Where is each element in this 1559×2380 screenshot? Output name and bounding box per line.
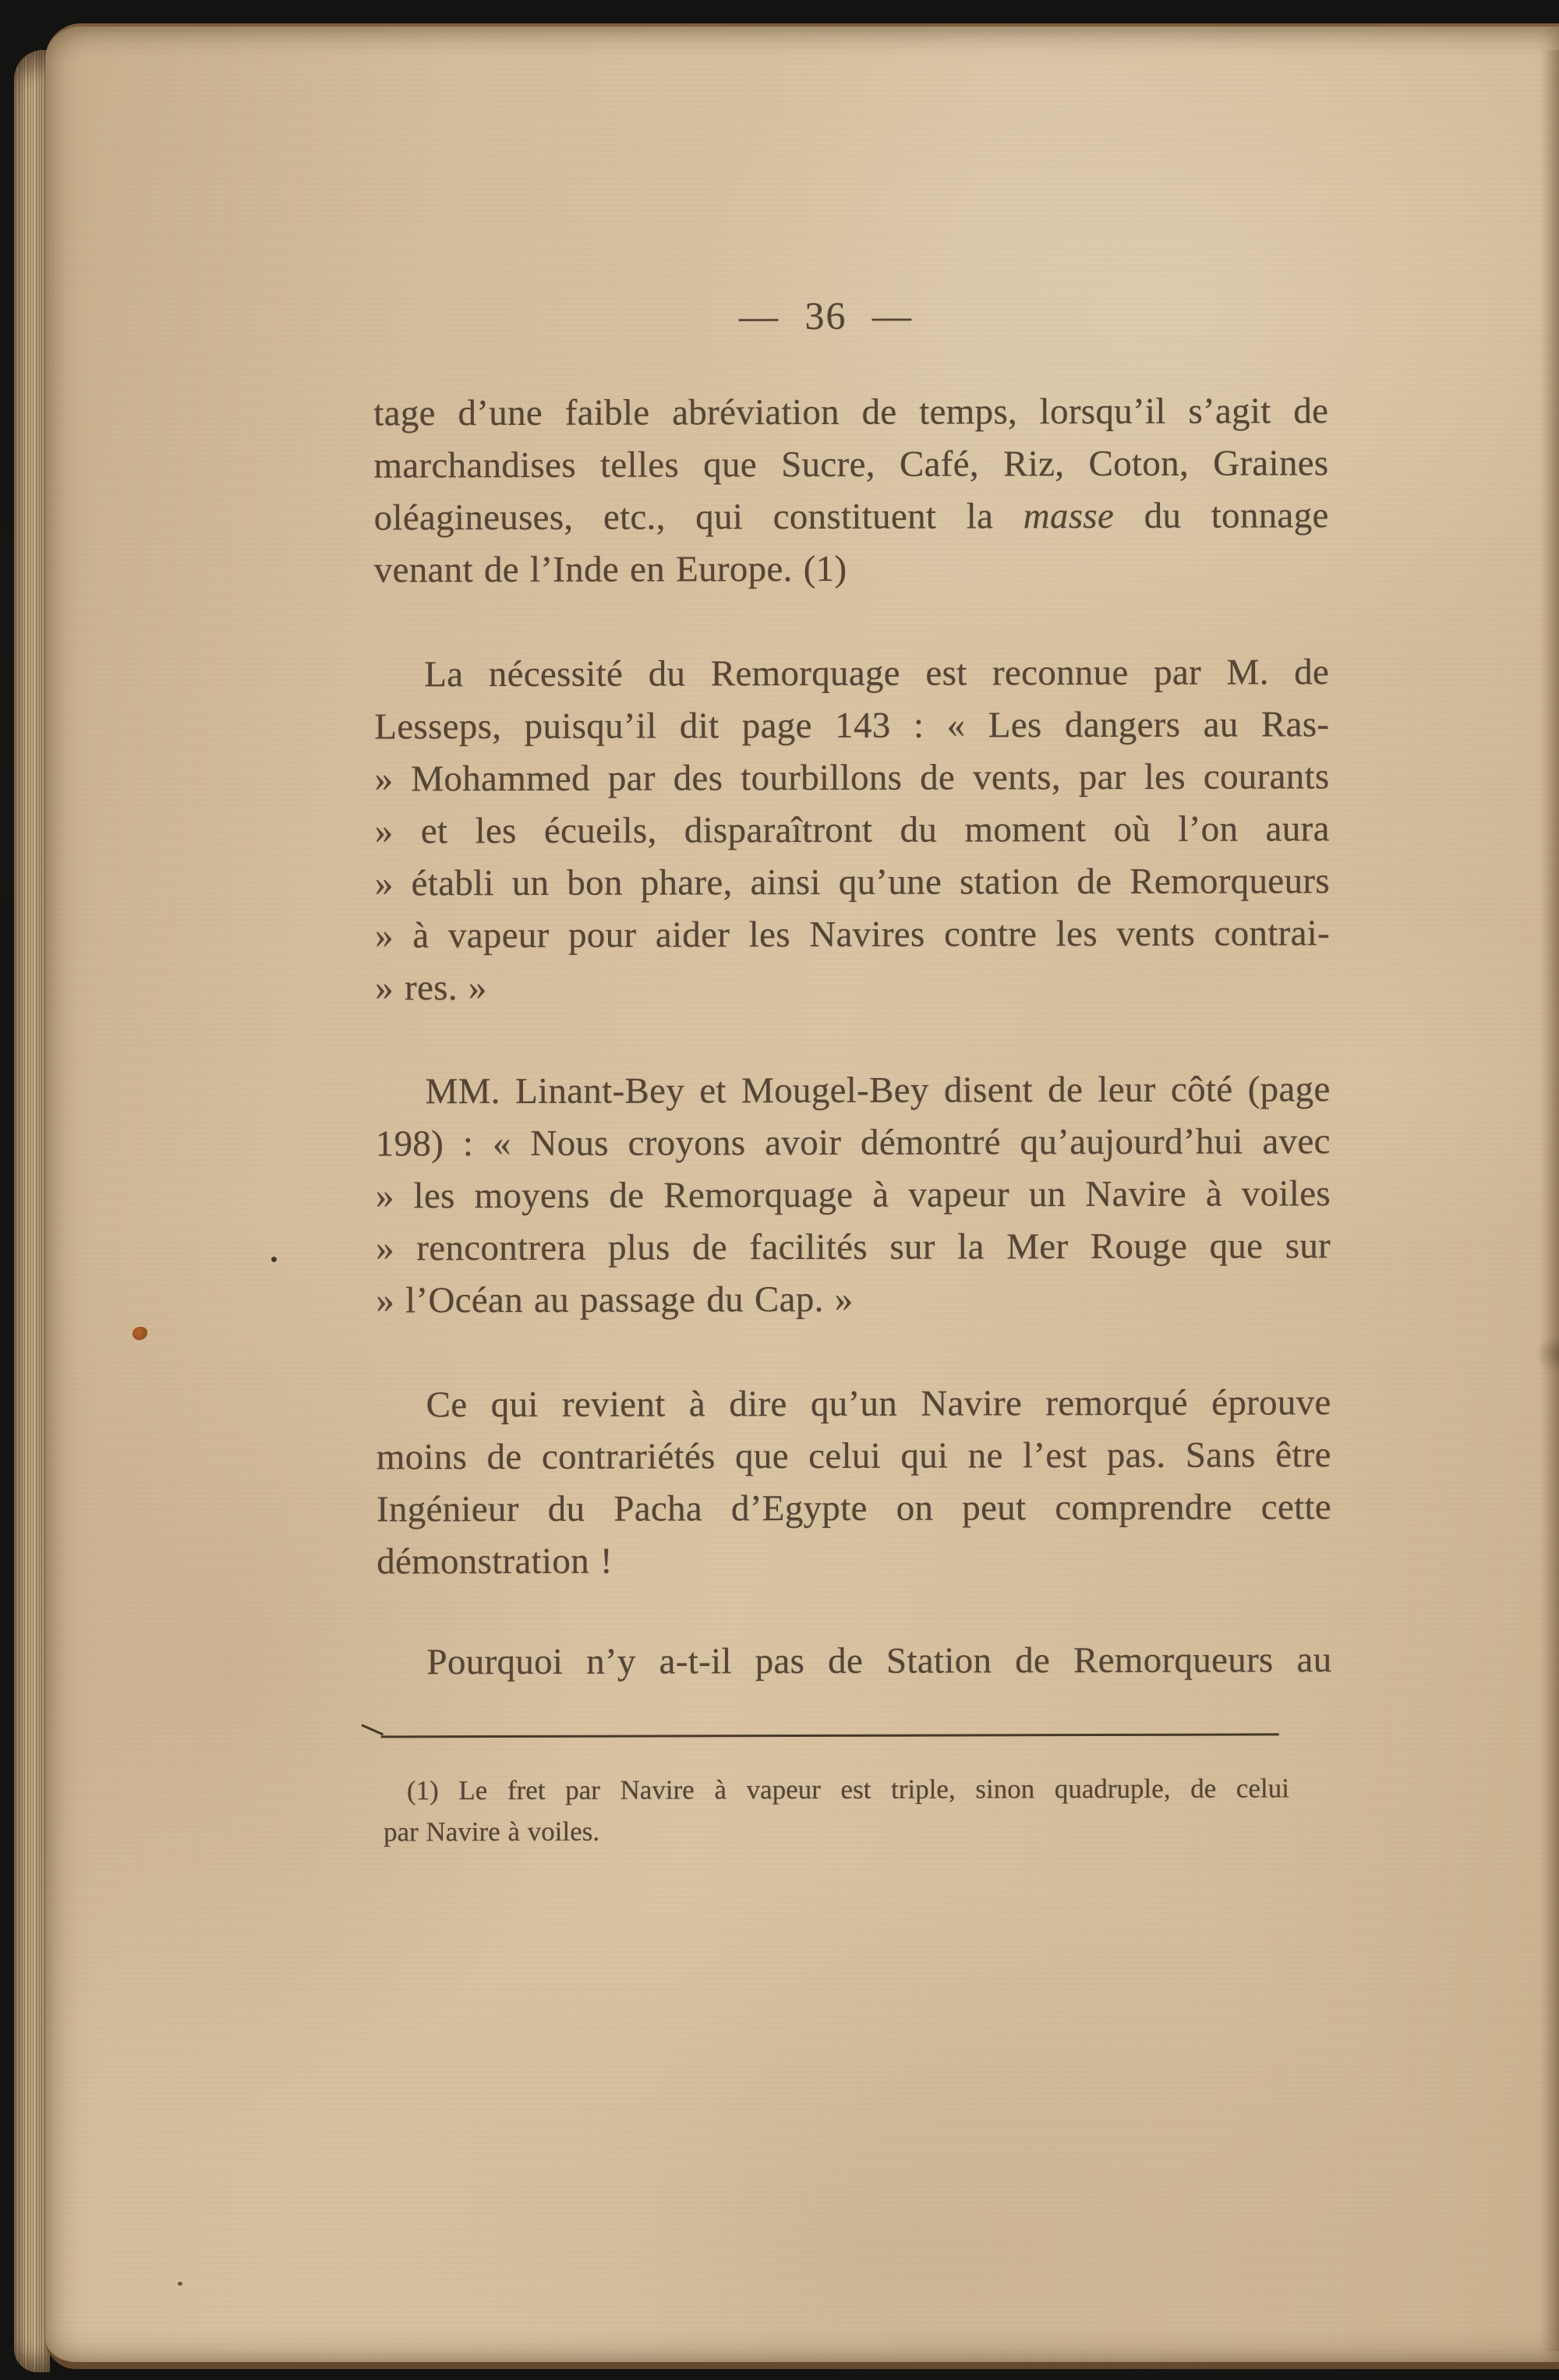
text-block (45, 24, 1559, 1848)
text-line: venant de l’Inde en Europe. (1) (373, 548, 847, 591)
paragraph-demonstration (376, 1377, 1332, 1588)
text-line: 198) : « Nous croyons avoir démontré qu’aujourd’hui avec (375, 1121, 1331, 1165)
text-line: Pourquoi n’y a-t-il pas de Station de Remorqueurs au (426, 1639, 1332, 1683)
paragraph-lesseps-quote (374, 646, 1330, 1014)
text-line: » Mohammed par des tourbillons de vents, par les courants (374, 756, 1330, 800)
paper-wrinkle (1525, 1327, 1559, 1381)
text-line: » et les écueils, disparaîtront du moment où l’on aura (374, 808, 1330, 852)
foxing-stain (133, 1327, 147, 1340)
text-line: Ce qui revient à dire qu’un Navire remorqué éprouve (426, 1382, 1331, 1426)
footnote (384, 1767, 1289, 1852)
text-line: démonstration ! (376, 1540, 613, 1583)
text-line: moins de contrariétés que celui qui ne l’est pas. Sans être (376, 1434, 1331, 1478)
paragraph-tonnage (373, 385, 1329, 596)
text-line: tage d’une faible abréviation de temps, lorsqu’il s’agit de (373, 391, 1329, 434)
text-line: oléagineuses, etc., qui constituent la masse du tonnage (373, 495, 1329, 539)
text-line: » établi un bon phare, ainsi qu’une station de Remorqueurs (374, 861, 1330, 904)
text-line: La nécessité du Remorquage est reconnue par M. de (424, 652, 1330, 695)
text-line: Ingénieur du Pacha d’Egypte on peut comprendre cette (376, 1487, 1332, 1530)
text-line: MM. Linant-Bey et Mougel-Bey disent de leur côté (page (425, 1069, 1331, 1112)
paragraph-linant-mougel-quote (375, 1063, 1331, 1327)
paper-crease (1509, 50, 1559, 2351)
page-number: — 36 — (738, 293, 914, 338)
text-line: par Navire à voiles. (384, 1816, 600, 1848)
text-line: » res. » (375, 967, 487, 1009)
ink-speck (271, 1257, 277, 1262)
paper-speck (178, 2282, 182, 2286)
text-line: marchandises telles que Sucre, Café, Riz, Coton, Graines (373, 443, 1329, 486)
text-line: » les moyens de Remorquage à vapeur un Navire à voiles (375, 1173, 1331, 1217)
footnote-separator-rule (381, 1733, 1279, 1738)
text-line: (1) Le fret par Navire à vapeur est triple, sinon quadruple, de celui (406, 1773, 1289, 1806)
text-line: » rencontrera plus de facilités sur la Mer Rouge que sur (376, 1225, 1331, 1269)
text-line: Lesseps, puisqu’il dit page 143 : « Les dangers au Ras- (374, 704, 1330, 748)
text-line: » l’Océan au passage du Cap. » (376, 1278, 854, 1321)
book-page (45, 23, 1559, 2369)
paragraph-pourquoi (376, 1634, 1331, 1689)
text-line: » à vapeur pour aider les Navires contre les vents contrai- (374, 913, 1331, 957)
